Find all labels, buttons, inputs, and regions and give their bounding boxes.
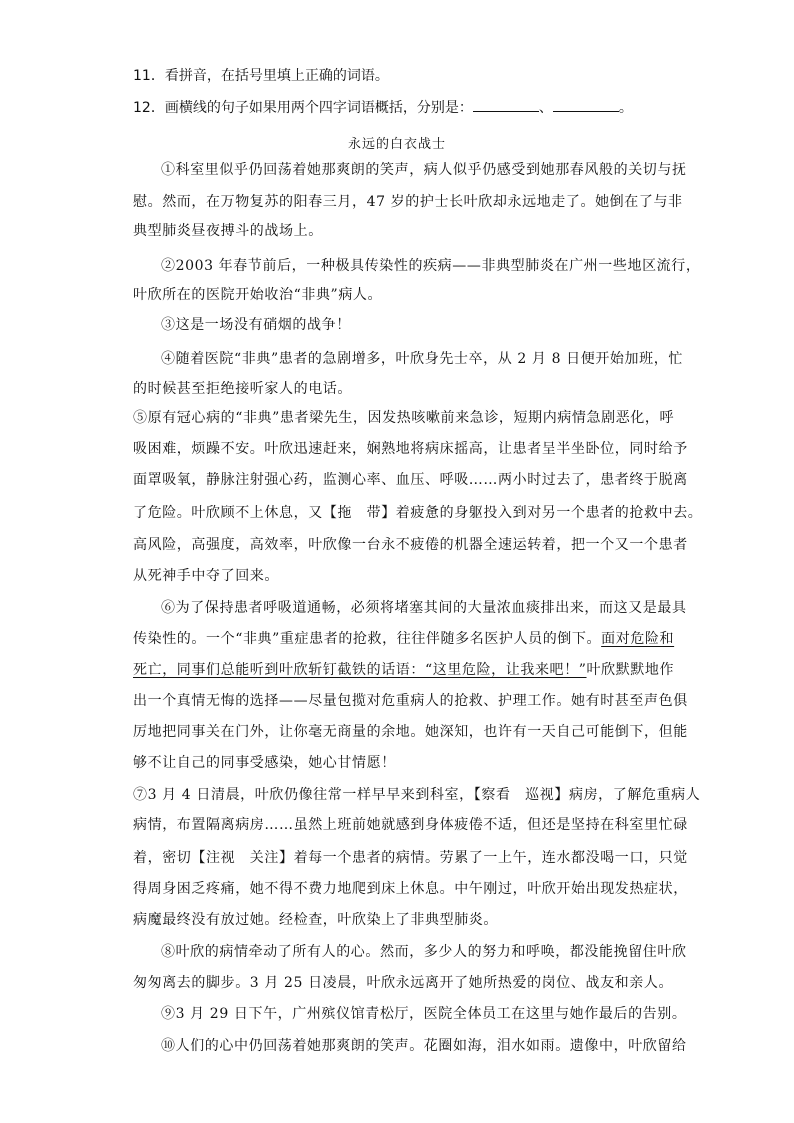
para7-line5: 病魔最终没有放过她。经检查，叶欣染上了非典型肺炎。 [133, 912, 498, 928]
article-title: 永远的白衣战士 [347, 137, 446, 152]
para6-line6: 够不让自己的同事受感染，她心甘情愿！ [133, 755, 396, 771]
para6-line1: ⑥为了保持患者呼吸道通畅，必须将堵塞其间的大量浓血痰排出来，而这又是最具 [161, 600, 687, 616]
para2-line1: ②2003 年春节前后，一种极具传染性的疾病——非典型肺炎在广州一些地区流行， [161, 258, 701, 274]
para4-line1: ④随着医院“非典”患者的急剧增多，叶欣身先士卒，从 2 月 8 日便开始加班，忙 [161, 351, 683, 367]
para10-line1: ⑩人们的心中仍回荡着她那爽朗的笑声。花圈如海，泪水如雨。遗像中，叶欣留给 [161, 1038, 687, 1054]
para5-line2: 吸困难，烦躁不安。叶欣迅速赶来，娴熟地将病床摇高，让患者呈半坐卧位，同时给予 [133, 441, 688, 457]
question-12-end: 。 [618, 100, 633, 116]
para6-line2-text: 传染性的。一个“非典”重症患者的抢救，往往伴随多名医护人员的倒下。 [133, 631, 602, 647]
question-11: 11．看拼音，在括号里填上正确的词语。 [133, 68, 389, 84]
para8-line1: ⑧叶欣的病情牵动了所有人的心。然而，多少人的努力和呼唤，都没能挽留住叶欣 [161, 944, 687, 960]
para5-line5: 高风险，高强度，高效率，叶欣像一台永不疲倦的机器全速运转着，把一个又一个患者 [133, 537, 688, 553]
para1-line1: ①科室里似乎仍回荡着她那爽朗的笑声，病人似乎仍感受到她那春风般的关切与抚 [161, 162, 687, 178]
para6-line5: 厉地把同事关在门外，让你毫无商量的余地。她深知，也许有一天自己可能倒下，但能 [133, 724, 688, 740]
answer-blank-1[interactable] [473, 99, 539, 112]
para4-line2: 的时候甚至拒绝接听家人的电话。 [133, 381, 352, 397]
para6-line3 [133, 660, 675, 680]
question-12 [133, 98, 633, 118]
para6-line3-text: 叶欣默默地作 [586, 662, 675, 678]
para3-line1: ③这是一场没有硝烟的战争！ [161, 317, 351, 333]
para5-line6: 从死神手中夺了回来。 [133, 568, 279, 584]
para9-line1: ⑨3 月 29 日下午，广州殡仪馆青松厅，医院全体员工在这里与她作最后的告别。 [161, 1006, 687, 1022]
para7-line1: ⑦3 月 4 日清晨，叶欣仍像往常一样早早来到科室，【察看 巡视】病房，了解危重病人 [133, 787, 701, 803]
para6-line2 [133, 629, 675, 649]
underlined-sentence-start: 面对危险和 [601, 631, 675, 647]
para1-line3: 典型肺炎昼夜搏斗的战场上。 [133, 223, 323, 239]
blank-separator: 、 [538, 100, 553, 116]
underlined-sentence-end: 死亡，同事们总能听到叶欣斩钉截铁的话语：“这里危险，让我来吧！” [133, 662, 587, 678]
para7-line3: 着，密切【注视 关注】着每一个患者的病情。劳累了一上午，连水都没喝一口，只觉 [133, 850, 688, 866]
question-12-text: 12．画横线的句子如果用两个四字词语概括，分别是： [133, 100, 473, 116]
para8-line2: 匆匆离去的脚步。3 月 25 日凌晨，叶欣永远离开了她所热爱的岗位、战友和亲人。 [133, 975, 674, 991]
answer-blank-2[interactable] [553, 99, 619, 112]
para1-line2: 慰。然而，在万物复苏的阳春三月，47 岁的护士长叶欣却永远地走了。她倒在了与非 [133, 194, 683, 210]
para6-line4: 出一个真情无悔的选择——尽量包揽对危重病人的抢救、护理工作。她有时甚至声色俱 [133, 693, 688, 709]
para7-line2: 病情，布置隔离病房……虽然上班前她就感到身体疲倦不适，但还是坚持在科室里忙碌 [133, 817, 688, 833]
para5-line1: ⑤原有冠心病的“非典”患者梁先生，因发热咳嗽前来急诊，短期内病情急剧恶化，呼 [133, 410, 675, 426]
para7-line4: 得周身困乏疼痛，她不得不费力地爬到床上休息。中午刚过，叶欣开始出现发热症状， [133, 881, 688, 897]
para2-line2: 叶欣所在的医院开始收治“非典”病人。 [133, 287, 383, 303]
para5-line4: 了危险。叶欣顾不上休息，又【拖 带】着疲惫的身躯投入到对另一个患者的抢救中去。 [133, 505, 703, 521]
para5-line3: 面罩吸氧，静脉注射强心药，监测心率、血压、呼吸……两小时过去了，患者终于脱离 [133, 472, 688, 488]
